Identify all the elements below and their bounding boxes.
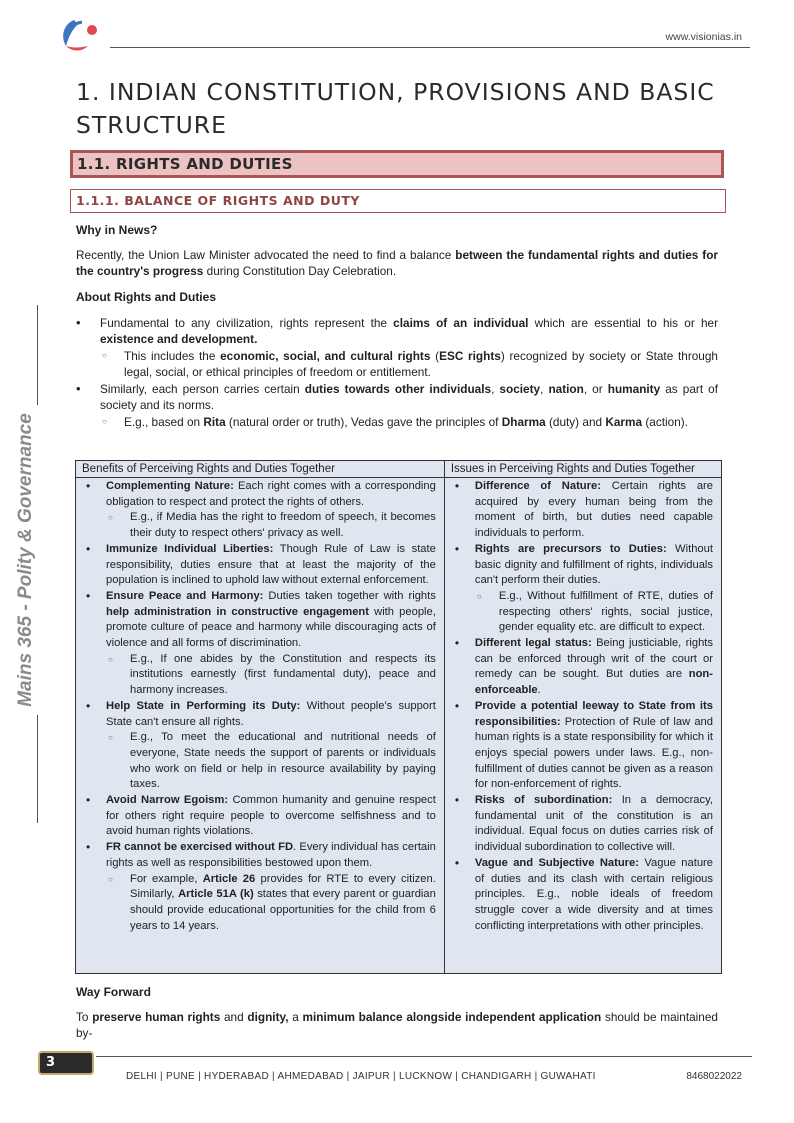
side-label: Mains 365 - Polity & Governance [15,413,36,707]
list-item [76,381,718,431]
about-section [76,289,718,430]
text-bold: Article 26 [202,872,256,885]
sub-list [106,872,436,935]
footer-phone: 8468022022 [686,1071,742,1082]
list-item [84,699,436,793]
text: as part of society and its norms. [100,381,719,412]
text-bold: duties towards other individuals [304,381,492,396]
text: provides for RTE to every citizen. Similarly, [130,872,436,901]
text-bold: existence and development [100,332,255,346]
text-bold: Risks of subordination: [474,794,613,807]
sub-list [106,730,436,793]
list-item [84,840,436,934]
sub-list [106,652,436,699]
text: Duties taken together with rights [263,589,436,602]
side-rule-bottom [37,715,38,823]
list-item [453,699,713,793]
text-bold: nation [548,381,584,396]
text: should be maintained by- [76,1009,718,1040]
text-bold: Dharma [501,414,546,429]
text: . [537,684,541,697]
text: (action). [642,414,688,429]
list-item [453,542,713,636]
footer-cities: DELHI | PUNE | HYDERABAD | AHMEDABAD | JAIPUR | LUCKNOW | CHANDIGARH | GUWAHATI [126,1071,596,1082]
text: , or [583,381,608,396]
text-bold: Avoid Narrow Egoism: [106,794,229,807]
text: Being justiciable, rights can be enforced through writ of the court or remedy can be sought. But duties are [474,637,713,681]
page-number-badge: 3 [38,1051,94,1075]
text-bold: Rita [203,414,226,429]
text: Though Rule of Law is state responsibility, duties ensure that at least the majority of the population is inclined to uphold law without external enforcement. [106,542,436,587]
text-bold: Vague and Subjective Nature: [474,856,639,869]
table-header-issues: Issues in Perceiving Rights and Duties Together [445,461,721,478]
sub-list [475,589,713,636]
text: ( [430,348,440,363]
why-in-news-label: Why in News? [76,223,158,237]
sub-list [100,348,718,381]
issues-list [453,479,713,934]
subsection-heading: 1.1.1. BALANCE OF RIGHTS AND DUTY [70,189,726,213]
text-bold: Complementing Nature: [106,480,234,492]
text: To [76,1009,93,1024]
text-bold: Rights are precursors to Duties: [474,542,667,555]
about-label: About Rights and Duties [76,290,216,304]
rights-duties-table [75,460,722,974]
text-bold: Article 51A (k) [178,888,254,901]
text-bold: Immunize Individual Liberties: [106,542,274,555]
sub-list-item: ○ E.g., To meet the educational and nutritional needs of everyone, State needs the support of parents or individuals who work on field or help in resource availability by paying taxes. [106,730,436,793]
footer-divider [96,1056,752,1057]
side-rule-top [37,305,38,405]
text-bold: Provide a potential leeway to State from its responsibilities: [474,699,713,728]
about-list [76,315,718,431]
text-bold: humanity [607,381,661,396]
text: For example, [130,872,203,885]
text: during Constitution Day Celebration. [203,264,397,278]
chapter-title: 1. INDIAN CONSTITUTION, PROVISIONS AND BASIC STRUCTURE [76,78,715,139]
why-in-news-section [76,222,718,280]
way-forward-label: Way Forward [76,985,151,999]
text: (duty) and [545,414,606,429]
text: a [288,1009,303,1024]
text: Similarly, each person carries certain [100,381,305,396]
text: Certain rights are acquired by every human being from the moment of birth, but duties need capable individuals to perform. [474,480,713,540]
text: with people, promote culture of peace and harmony while discouraging acts of violence and all forms of discrimination. [106,605,436,650]
sub-list-item: ○ E.g., if Media has the right to freedom of speech, it becomes their duty to respect others' privacy as well. [106,510,436,541]
benefits-column [76,461,445,973]
text: Common humanity and genuine respect for others right require people to overcome selfishness and to avoid human rights violations. [106,794,436,838]
text: Without people's support State can't ensure all rights. [106,699,436,728]
sub-list-item: ○ E.g., Without fulfillment of RTE, duties of respecting others' rights, social justice, gender equality etc. are difficult to expect. [475,589,713,636]
visionias-logo [56,16,104,56]
list-item [453,636,713,699]
sub-list-item [100,348,718,381]
text: which are essential to his or her [528,315,718,330]
site-url: www.visionias.in [665,31,742,43]
list-item [453,479,713,542]
way-forward-section [76,984,718,1042]
benefits-list [84,479,436,934]
text-bold: non-enforceable [474,668,713,697]
sub-list-item [100,414,718,431]
list-item [453,793,713,856]
why-in-news-text [76,247,718,280]
list-item [76,315,718,381]
sub-list-item [106,872,436,935]
list-item [84,479,436,542]
text: , [491,381,500,396]
text: Without basic dignity and fulfillment of rights, individuals can't perform their duties. [474,542,713,587]
list-item [84,793,436,840]
way-forward-text [76,1009,718,1042]
text: ) recognized by society or State through legal, social, or ethical principles of freedom or entitlement. [124,348,718,379]
list-item [84,589,436,699]
text: Vague nature of duties and its clash with certain religious principles. E.g., noble ideals of freedom struggle cover a wide diversity and at times conflicting interpretations with other principles. [474,856,713,932]
text: (natural order or truth), Vedas gave the principles of [225,414,502,429]
text: , [540,381,549,396]
text-bold: Ensure Peace and Harmony: [106,589,264,602]
text-bold: FR cannot be exercised without FD [106,841,294,854]
list-item [453,856,713,935]
issues-cell [445,478,721,934]
text-bold: Difference of Nature: [474,480,601,492]
text-bold: help administration in constructive engagement [106,605,369,618]
sub-list [106,510,436,541]
text-bold: society [499,381,541,396]
text-bold: economic, social, and cultural rights [220,348,431,363]
text: . [254,332,258,346]
text: and [220,1009,248,1024]
header-divider [110,47,750,48]
sub-list-item: ○ E.g., If one abides by the Constitution and respects its institutions earnestly (first fundamental duty), peace and harmony increases. [106,652,436,699]
text-bold: Different legal status: [474,637,592,650]
benefits-cell [76,478,444,934]
text: Fundamental to any civilization, rights represent the [100,315,394,330]
text-bold: Karma [605,414,643,429]
text-bold: ESC rights [439,348,501,363]
sub-list [100,414,718,431]
text-bold: preserve human rights [92,1009,221,1024]
text: . Every individual has certain rights as well as responsibilities bestowed upon them. [106,841,436,869]
section-heading: 1.1. RIGHTS AND DUTIES [70,150,724,178]
text-bold: dignity, [247,1009,289,1024]
text: This includes the [124,348,221,363]
text-bold: claims of an individual [393,315,529,330]
issues-column [445,461,721,973]
text: In a democracy, fundamental unit of the constitution is an individual. Equal focus on duties carries risk of individual subordination to collective will. [474,794,713,854]
table-header-benefits: Benefits of Perceiving Rights and Duties Together [76,461,444,478]
text: E.g., based on [124,414,204,429]
text-bold: minimum balance alongside independent application [302,1009,602,1024]
text: states that every parent or guardian should provide educational opportunities for the child from 6 years to 14 years. [130,888,436,932]
text: Each right comes with a corresponding obligation to respect and protect the rights of others. [106,480,436,508]
text: Protection of Rule of law and human rights is a state responsibility for which it enjoys special powers under laws. E.g., non-fulfillment of duties cannot be given as a reason for non-enforcement of rights. [474,715,713,791]
text-bold: between the fundamental rights and duties for the country's progress [76,247,718,278]
text-bold: Help State in Performing its Duty: [106,699,301,712]
list-item [84,542,436,589]
text: Recently, the Union Law Minister advocated the need to find a balance [76,247,456,262]
